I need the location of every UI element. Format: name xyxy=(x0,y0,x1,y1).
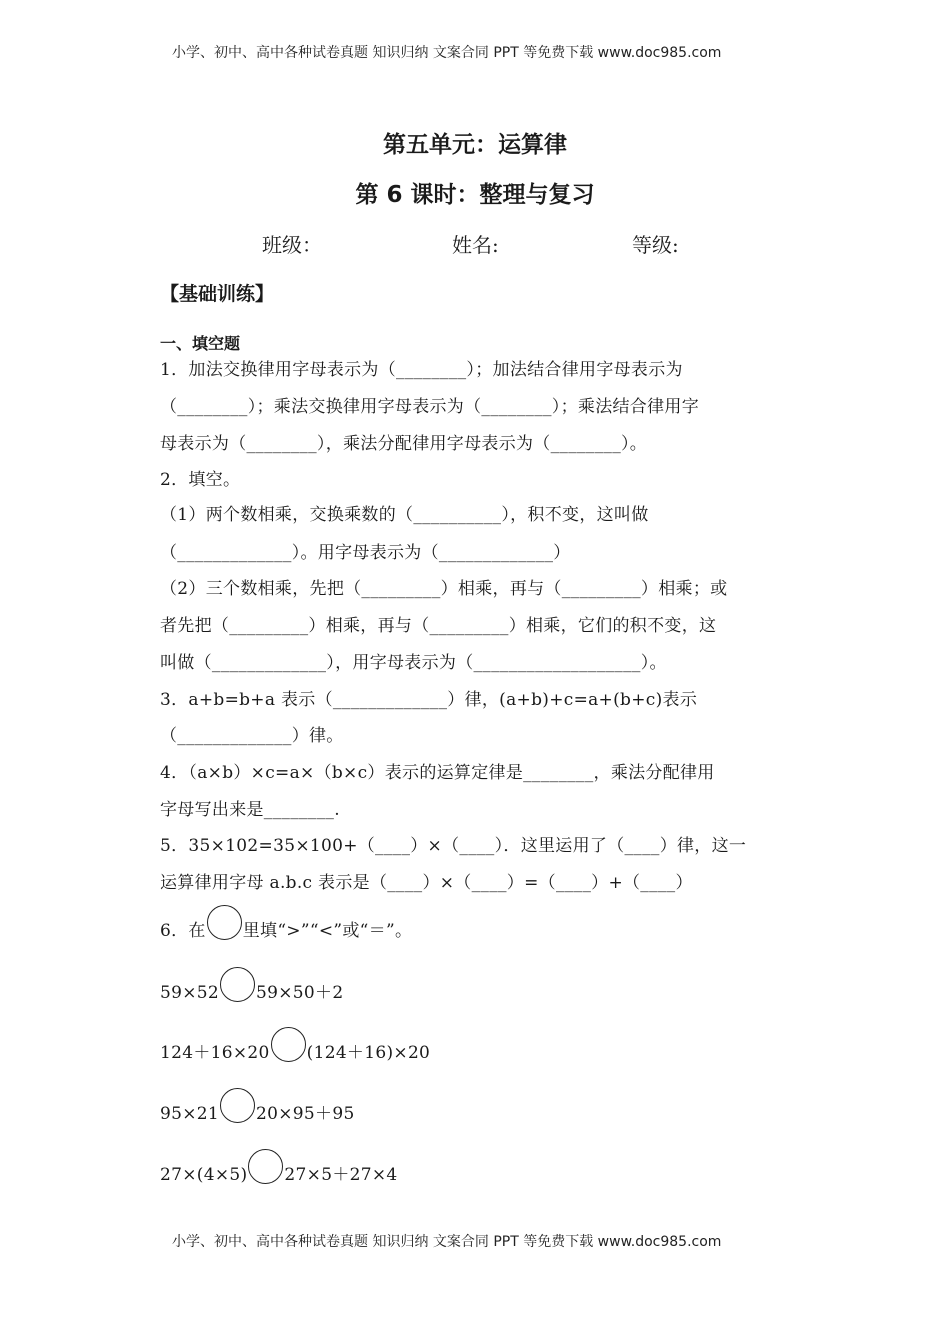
question-line: 者先把（_________）相乘，再与（_________）相乘，它们的积不变，这 xyxy=(160,616,717,636)
question-line: 1．加法交换律用字母表示为（________）；加法结合律用字母表示为 xyxy=(160,360,683,380)
section-heading: 【基础训练】 xyxy=(160,283,275,305)
question-line: 运算律用字母 a.b.c 表示是（____）×（____）=（____）+（____） xyxy=(160,873,693,893)
question-line: （1）两个数相乘，交换乘数的（__________），积不变，这叫做 xyxy=(160,505,649,525)
answer-circle-icon[interactable] xyxy=(220,967,255,1002)
q6-instruction: 里填“>”“<”或“＝”。 xyxy=(242,921,413,941)
question-line: （________）；乘法交换律用字母表示为（________）；乘法结合律用字 xyxy=(160,397,699,417)
question-line: 叫做（_____________），用字母表示为（___________________）。 xyxy=(160,653,667,673)
question-line: 字母写出来是________. xyxy=(160,800,340,820)
lesson-title: 第 6 课时：整理与复习 xyxy=(355,182,595,208)
page-footer: 小学、初中、高中各种试卷真题 知识归纳 文案合同 PPT 等免费下载 www.doc985.com xyxy=(172,1234,722,1250)
answer-circle-icon[interactable] xyxy=(220,1088,255,1123)
answer-circle-icon[interactable] xyxy=(271,1027,306,1062)
grade-label: 等级: xyxy=(632,233,679,257)
question-line: 母表示为（________），乘法分配律用字母表示为（________）。 xyxy=(160,434,648,454)
question-line: 2．填空。 xyxy=(160,470,241,490)
question-6 xyxy=(160,905,412,941)
comparison-right: (124＋16)×20 xyxy=(306,1043,431,1063)
comparison-left: 27×(4×5) xyxy=(160,1165,248,1185)
name-label: 姓名: xyxy=(452,233,499,257)
question-line: （_____________）律。 xyxy=(160,726,344,746)
comparison-right: 59×50＋2 xyxy=(256,983,344,1003)
question-line: （_____________）。用字母表示为（_____________） xyxy=(160,543,571,563)
part-heading: 一、填空题 xyxy=(160,334,241,353)
question-line: 4．（a×b）×c=a×（b×c）表示的运算定律是________，乘法分配律用 xyxy=(160,763,715,783)
question-line: 5．35×102=35×100+（____）×（____）．这里运用了（____）律，这一 xyxy=(160,836,747,856)
q6-prefix: 6．在 xyxy=(160,921,206,941)
page-header: 小学、初中、高中各种试卷真题 知识归纳 文案合同 PPT 等免费下载 www.doc985.com xyxy=(172,45,722,61)
question-line: （2）三个数相乘，先把（_________）相乘，再与（_________）相乘；或 xyxy=(160,579,728,599)
comparison-row xyxy=(160,1088,355,1124)
comparison-row xyxy=(160,967,343,1003)
unit-title: 第五单元：运算律 xyxy=(383,132,567,158)
comparison-right: 27×5＋27×4 xyxy=(284,1165,398,1185)
question-line: 3．a+b=b+a 表示（_____________）律，(a+b)+c=a+(b+c)表示 xyxy=(160,690,698,710)
comparison-left: 59×52 xyxy=(160,983,220,1003)
answer-circle-icon[interactable] xyxy=(248,1149,283,1184)
answer-circle-icon[interactable] xyxy=(207,905,242,940)
comparison-row xyxy=(160,1027,430,1063)
comparison-left: 95×21 xyxy=(160,1104,220,1124)
comparison-right: 20×95＋95 xyxy=(256,1104,355,1124)
comparison-left: 124＋16×20 xyxy=(160,1043,270,1063)
class-label: 班级： xyxy=(262,233,322,257)
comparison-row xyxy=(160,1149,398,1185)
